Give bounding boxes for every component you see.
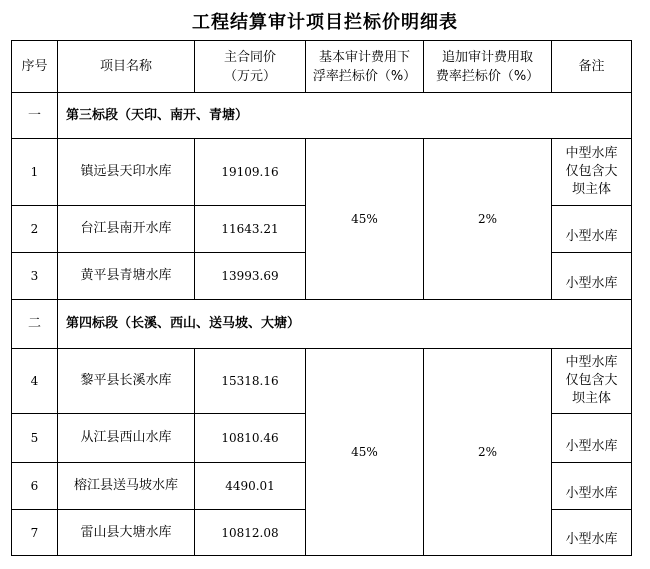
row-index: 6: [12, 463, 58, 510]
header-base-line2: 浮率拦标价（%）: [312, 68, 417, 84]
note-line: 坝主体: [571, 391, 611, 406]
row-amount: 11643.21: [195, 206, 306, 253]
note-line: 小型水库: [565, 439, 618, 454]
table-row: [12, 349, 632, 414]
base-rate-cell: 45%: [306, 139, 424, 300]
table-row: [12, 139, 632, 206]
row-note: [552, 510, 632, 556]
header-base-line1: 基本审计费用下: [318, 49, 410, 65]
row-project-name: 雷山县大塘水库: [58, 510, 195, 556]
note-line: 仅包含大: [565, 373, 618, 388]
row-index: 1: [12, 139, 58, 206]
note-line: 小型水库: [565, 486, 618, 501]
row-amount: 15318.16: [195, 349, 306, 414]
header-note: 备注: [552, 41, 632, 93]
section-index: 二: [12, 300, 58, 349]
header-row: [12, 41, 632, 93]
extra-rate-cell: 2%: [424, 349, 552, 556]
note-line: 中型水库: [565, 355, 618, 370]
row-note: [552, 463, 632, 510]
row-note: [552, 349, 632, 414]
bid-price-table: [11, 40, 632, 556]
row-note: [552, 253, 632, 300]
row-index: 4: [12, 349, 58, 414]
section-row: [12, 300, 632, 349]
note-line: 小型水库: [565, 229, 618, 244]
row-project-name: 从江县西山水库: [58, 414, 195, 463]
row-note: [552, 414, 632, 463]
row-project-name: 黄平县青塘水库: [58, 253, 195, 300]
section-index: 一: [12, 93, 58, 139]
section-row: [12, 93, 632, 139]
header-contract-price: [195, 41, 306, 93]
row-amount: 13993.69: [195, 253, 306, 300]
header-extra-rate: [424, 41, 552, 93]
header-index: 序号: [12, 41, 58, 93]
note-line: 小型水库: [565, 276, 618, 291]
row-index: 7: [12, 510, 58, 556]
header-extra-line1: 追加审计费用取: [441, 49, 533, 65]
extra-rate-cell: 2%: [424, 139, 552, 300]
row-amount: 10810.46: [195, 414, 306, 463]
note-line: 仅包含大: [565, 164, 618, 179]
header-contract-line1: 主合同价: [223, 49, 276, 65]
row-index: 2: [12, 206, 58, 253]
note-line: 坝主体: [571, 182, 611, 197]
section-title: 第三标段（天印、南开、青塘）: [58, 93, 632, 139]
section-title: 第四标段（长溪、西山、送马坡、大塘）: [58, 300, 632, 349]
row-project-name: 榕江县送马坡水库: [58, 463, 195, 510]
row-project-name: 台江县南开水库: [58, 206, 195, 253]
header-extra-line2: 费率拦标价（%）: [435, 68, 540, 84]
header-base-rate: [306, 41, 424, 93]
header-contract-line2: （万元）: [223, 68, 276, 84]
row-amount: 19109.16: [195, 139, 306, 206]
row-index: 5: [12, 414, 58, 463]
row-project-name: 镇远县天印水库: [58, 139, 195, 206]
header-name: 项目名称: [58, 41, 195, 93]
page-title: 工程结算审计项目拦标价明细表: [192, 12, 458, 33]
note-line: 中型水库: [565, 146, 618, 161]
row-index: 3: [12, 253, 58, 300]
row-project-name: 黎平县长溪水库: [58, 349, 195, 414]
row-note: [552, 139, 632, 206]
note-line: 小型水库: [565, 532, 618, 547]
row-note: [552, 206, 632, 253]
base-rate-cell: 45%: [306, 349, 424, 556]
row-amount: 10812.08: [195, 510, 306, 556]
row-amount: 4490.01: [195, 463, 306, 510]
